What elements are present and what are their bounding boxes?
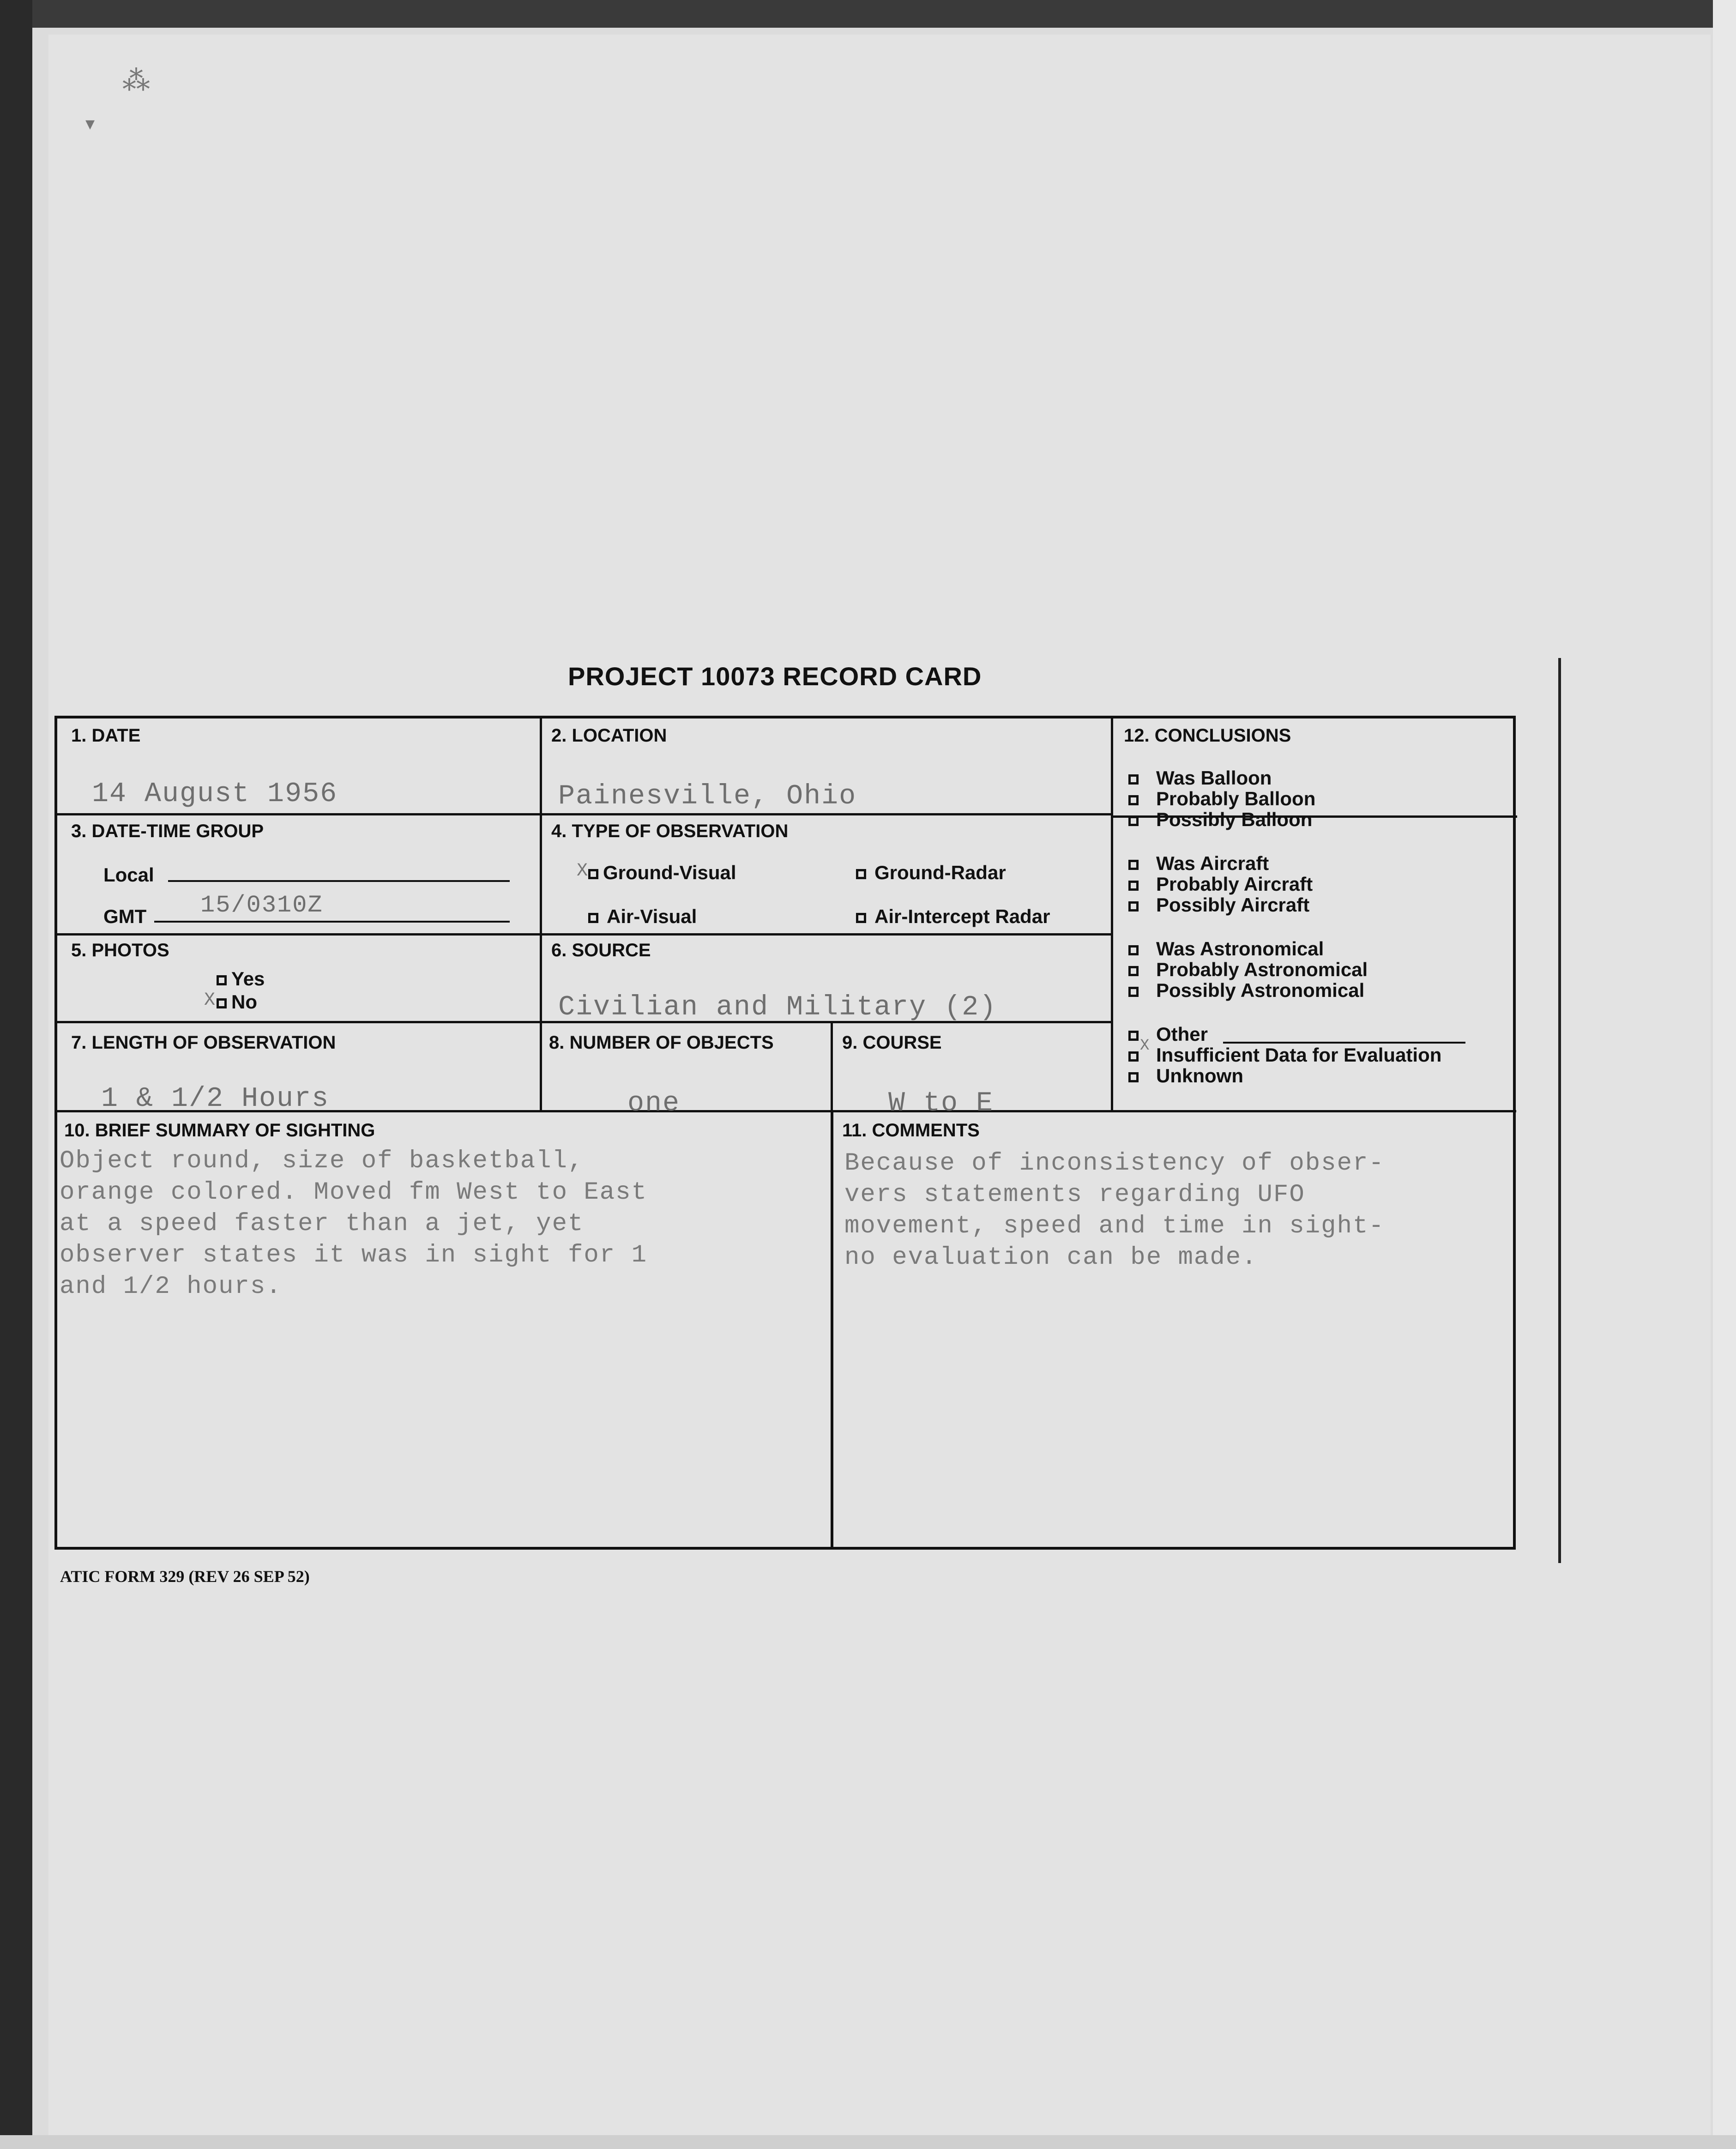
- course-value: W to E: [888, 1088, 994, 1119]
- location-value: Painesville, Ohio: [558, 781, 857, 812]
- record-card: [54, 716, 1516, 1550]
- checkbox-icon: [1128, 816, 1139, 826]
- conclusion-text: Probably Balloon: [1156, 788, 1316, 809]
- checkbox-icon: [856, 869, 866, 879]
- obs-ground-visual-mark: X: [577, 861, 588, 881]
- num-objects-label: 8. NUMBER OF OBJECTS: [549, 1032, 774, 1053]
- conclusion-text: Probably Astronomical: [1156, 959, 1368, 980]
- photos-label: 5. PHOTOS: [71, 940, 169, 960]
- dtg-label: 3. DATE-TIME GROUP: [71, 821, 264, 841]
- form-footer: ATIC FORM 329 (REV 26 SEP 52): [60, 1567, 310, 1586]
- checkbox-icon: [588, 913, 598, 923]
- comments-line: Because of inconsistency of obser-: [844, 1149, 1385, 1177]
- conclusion-text: Possibly Aircraft: [1156, 894, 1310, 916]
- course-label: 9. COURSE: [842, 1032, 942, 1053]
- scan-edge-top: [0, 0, 1736, 28]
- summary-text: [60, 1146, 647, 1303]
- summary-line: orange colored. Moved fm West to East: [60, 1178, 647, 1207]
- checkbox-icon: [1128, 881, 1139, 891]
- dtg-local-label: Local: [103, 864, 154, 886]
- conclusion-item[interactable]: [1128, 959, 1368, 981]
- smudge-mark: ⁂: [122, 65, 150, 97]
- checkbox-icon: [1128, 1031, 1139, 1041]
- other-line: [1223, 1042, 1465, 1044]
- location-label: 2. LOCATION: [551, 725, 667, 746]
- summary-line: and 1/2 hours.: [60, 1273, 282, 1301]
- conclusion-item[interactable]: [1128, 979, 1364, 1002]
- obs-type-label: 4. TYPE OF OBSERVATION: [551, 821, 789, 841]
- source-value: Civilian and Military (2): [558, 992, 997, 1023]
- checkbox-icon: [1128, 901, 1139, 912]
- obs-air-intercept-text: Air-Intercept Radar: [874, 905, 1050, 927]
- conclusion-item[interactable]: [1128, 1044, 1441, 1066]
- summary-line: at a speed faster than a jet, yet: [60, 1210, 584, 1238]
- obs-ground-radar-text: Ground-Radar: [874, 862, 1006, 883]
- dtg-gmt-label: GMT: [103, 905, 147, 927]
- obs-ground-radar[interactable]: [856, 862, 1006, 884]
- divider: [57, 813, 1111, 815]
- checkbox-icon: [1128, 1051, 1139, 1062]
- obs-air-visual[interactable]: [588, 905, 697, 928]
- summary-label: 10. BRIEF SUMMARY OF SIGHTING: [64, 1120, 375, 1141]
- checkbox-icon: [217, 975, 227, 985]
- conclusion-item[interactable]: [1128, 788, 1315, 810]
- conclusion-item[interactable]: [1128, 809, 1312, 831]
- insufficient-data-mark: X: [1140, 1037, 1150, 1055]
- conclusion-text: Possibly Astronomical: [1156, 979, 1365, 1001]
- comments-line: movement, speed and time in sight-: [844, 1212, 1385, 1240]
- date-value: 14 August 1956: [92, 779, 338, 810]
- conclusion-item[interactable]: [1128, 767, 1272, 789]
- divider: [831, 1023, 833, 1111]
- card-title: PROJECT 10073 RECORD CARD: [568, 662, 982, 691]
- comments-line: no evaluation can be made.: [844, 1244, 1258, 1272]
- divider: [57, 933, 1111, 936]
- card-right-edge: [1558, 658, 1561, 1563]
- conclusion-item[interactable]: [1128, 873, 1313, 895]
- conclusion-item[interactable]: [1128, 938, 1324, 960]
- divider: [831, 1111, 833, 1547]
- photos-no-mark: X: [204, 990, 216, 1011]
- comments-label: 11. COMMENTS: [842, 1120, 980, 1141]
- num-objects-value: one: [627, 1088, 681, 1119]
- conclusion-text: Was Balloon: [1156, 767, 1272, 789]
- conclusion-text: Was Aircraft: [1156, 852, 1269, 874]
- summary-line: observer states it was in sight for 1: [60, 1241, 647, 1269]
- scan-edge-left: [0, 0, 32, 2149]
- checkbox-icon: [217, 998, 227, 1008]
- checkbox-icon: [856, 913, 866, 923]
- checkbox-icon: [1128, 1072, 1139, 1082]
- photos-no-text: No: [231, 991, 257, 1013]
- date-label: 1. DATE: [71, 725, 141, 746]
- obs-air-visual-text: Air-Visual: [607, 905, 697, 927]
- checkbox-icon: [1128, 987, 1139, 997]
- photos-no[interactable]: [217, 991, 257, 1013]
- comments-text: [844, 1148, 1385, 1274]
- checkbox-icon: [1128, 945, 1139, 955]
- conclusions-label: 12. CONCLUSIONS: [1124, 725, 1291, 746]
- comments-line: vers statements regarding UFO: [844, 1181, 1305, 1209]
- smudge-mark: ▾: [85, 113, 95, 134]
- conclusion-text: Probably Aircraft: [1156, 873, 1313, 895]
- divider: [540, 718, 542, 1111]
- conclusion-item[interactable]: [1128, 852, 1269, 875]
- scan-edge-right: [1713, 0, 1736, 2149]
- scan-edge-bottom: [0, 2135, 1736, 2149]
- divider: [1111, 718, 1113, 1111]
- conclusion-item[interactable]: [1128, 1065, 1243, 1087]
- dtg-local-line: [168, 880, 510, 882]
- summary-line: Object round, size of basketball,: [60, 1147, 584, 1175]
- dtg-gmt-line: [154, 921, 510, 923]
- obs-ground-visual-text: Ground-Visual: [603, 862, 736, 883]
- obs-air-intercept[interactable]: [856, 905, 1050, 928]
- dtg-gmt-value: 15/0310Z: [200, 892, 323, 919]
- checkbox-icon: [1128, 795, 1139, 805]
- conclusion-text: Other: [1156, 1023, 1208, 1045]
- length-label: 7. LENGTH OF OBSERVATION: [71, 1032, 336, 1053]
- checkbox-icon: [1128, 966, 1139, 976]
- obs-ground-visual[interactable]: [588, 862, 736, 884]
- conclusion-text: Possibly Balloon: [1156, 809, 1313, 830]
- conclusion-item[interactable]: [1128, 894, 1309, 916]
- photos-yes-text: Yes: [231, 968, 265, 990]
- checkbox-icon: [588, 869, 598, 879]
- checkbox-icon: [1128, 860, 1139, 870]
- conclusion-text: Unknown: [1156, 1065, 1243, 1087]
- checkbox-icon: [1128, 774, 1139, 785]
- conclusion-text: Was Astronomical: [1156, 938, 1324, 960]
- length-value: 1 & 1/2 Hours: [101, 1083, 330, 1115]
- source-label: 6. SOURCE: [551, 940, 651, 960]
- conclusion-text: Insufficient Data for Evaluation: [1156, 1044, 1442, 1066]
- photos-yes[interactable]: [217, 968, 265, 990]
